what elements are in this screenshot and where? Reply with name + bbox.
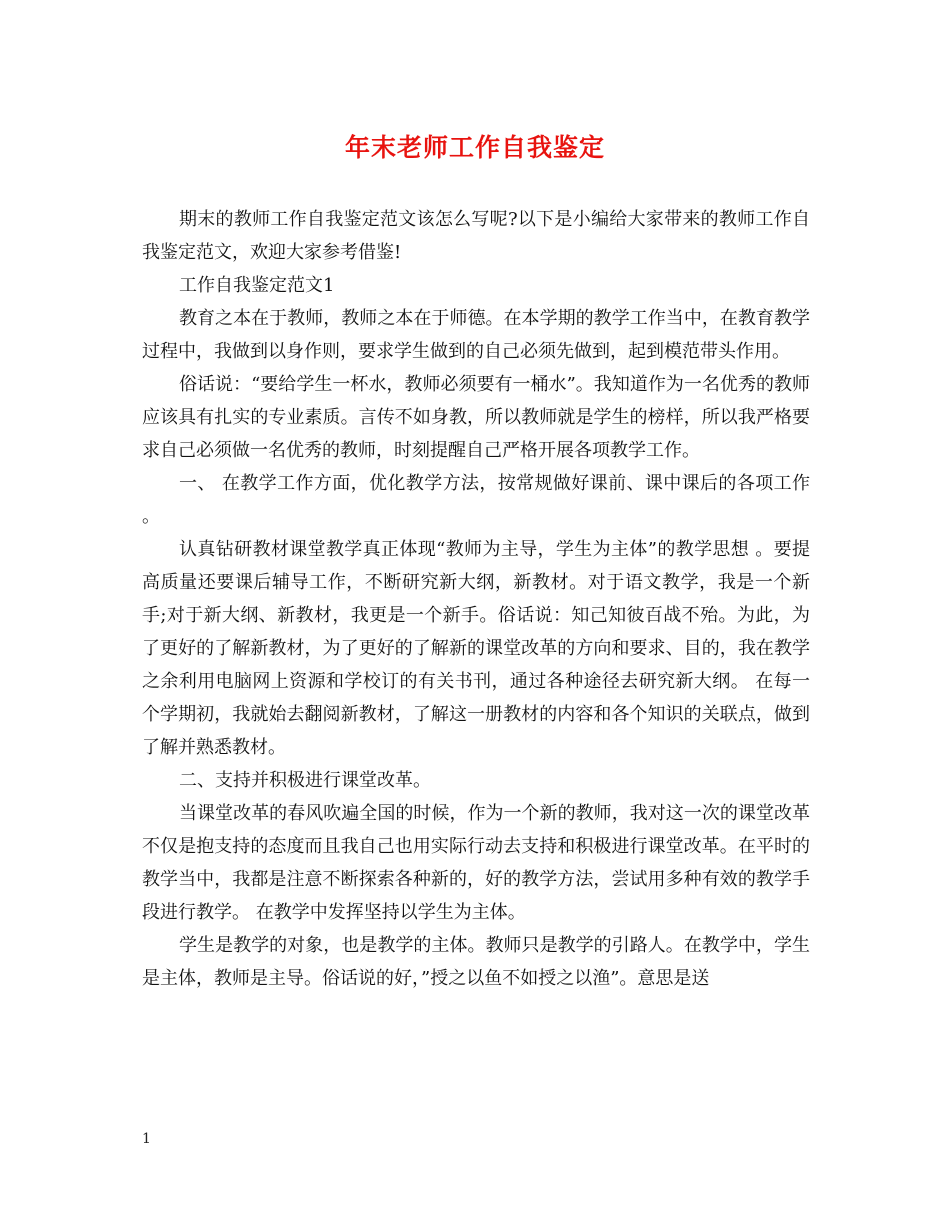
document-title: 年末老师工作自我鉴定: [344, 133, 605, 162]
body-paragraph: 认真钻研教材课堂教学真正体现“教师为主导，学生为主体”的教学思想 。要提高质量还要课后辅导工作，不断研究新大纲，新教材。对于语文教学，我是一个新手;对于新大纲、新教材，我更是一个新手。俗话说：知己知彼百战不殆。为此，为了更好的了解新教材，为了更好的了解新的课堂改革的方向和要求、目的，我在教学之余利用电脑网上资源和学校订的有关书刊，通过各种途径去研究新大纲。 在每一个学期初，我就始去翻阅新教材，了解这一册教材的内容和各个知识的关联点，做到了解并熟悉教材。: [142, 539, 810, 758]
body-paragraph: 俗话说：“要给学生一杯水，教师必须要有一桶水”。我知道作为一名优秀的教师应该具有扎实的专业素质。言传不如身教，所以教师就是学生的榜样，所以我严格要求自己必须做一名优秀的教师，时刻提醒自己严格开展各项教学工作。: [142, 374, 810, 461]
section-heading-teaching-work: 一、 在教学工作方面，优化教学方法，按常规做好课前、课中课后的各项工作 。: [142, 473, 810, 527]
section-heading-classroom-reform: 二、支持并积极进行课堂改革。: [179, 770, 431, 791]
page-number: 1: [142, 1131, 151, 1147]
body-paragraph: 教育之本在于教师，教师之本在于师德。在本学期的教学工作当中，在教育教学过程中，我做到以身作则，要求学生做到的自己必须先做到，起到模范带头作用。: [142, 308, 810, 362]
intro-paragraph: 期末的教师工作自我鉴定范文该怎么写呢?以下是小编给大家带来的教师工作自我鉴定范文，欢迎大家参考借鉴!: [142, 209, 810, 263]
body-paragraph: 当课堂改革的春风吹遍全国的时候，作为一个新的教师，我对这一次的课堂改革不仅是抱支持的态度而且我自己也用实际行动去支持和积极进行课堂改革。在平时的教学当中，我都是注意不断探索各种新的，好的教学方法，尝试用多种有效的教学手段进行教学。 在教学中发挥坚持以学生为主体。: [142, 803, 810, 923]
body-paragraph: 学生是教学的对象，也是教学的主体。教师只是教学的引路人。在教学中，学生是主体，教师是主导。俗话说的好，”授之以鱼不如授之以渔”。意思是送: [142, 935, 810, 989]
section-heading-sample-1: 工作自我鉴定范文1: [179, 275, 335, 296]
document-body: [142, 203, 810, 995]
